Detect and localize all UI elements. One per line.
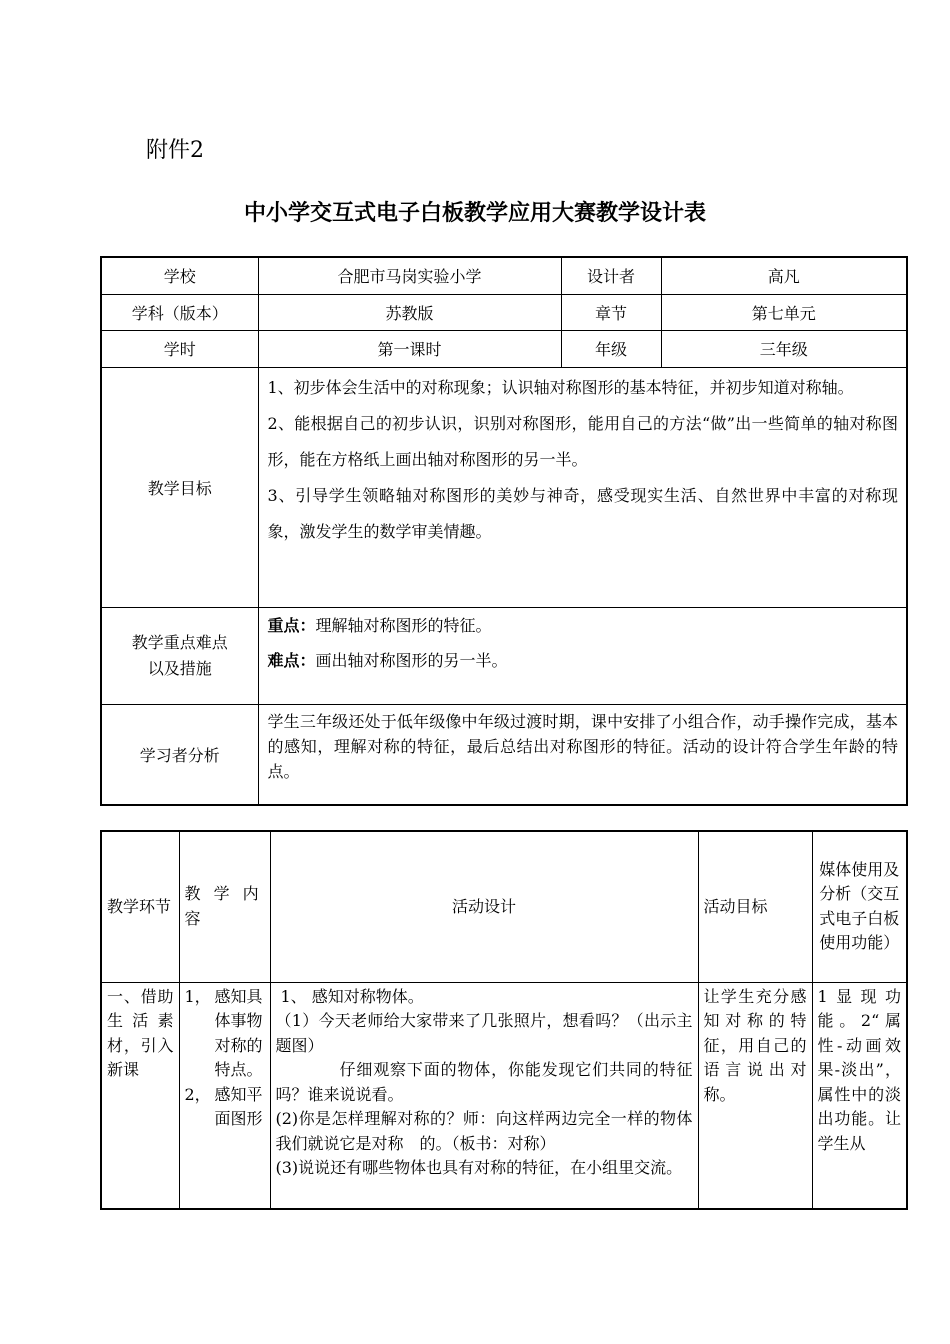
goal-item: 2、能根据自己的初步认识，识别对称图形，能用自己的方法“做”出一些简单的轴对称图形，能在方格纸上画出轴对称图形的另一半。 bbox=[267, 413, 898, 469]
page-title: 中小学交互式电子白板教学应用大赛教学设计表 bbox=[243, 201, 706, 226]
difficulty-label: 难点： bbox=[267, 650, 316, 670]
subject-label: 学科（版本） bbox=[101, 294, 258, 330]
period-label: 学时 bbox=[101, 330, 258, 367]
activity-cell bbox=[270, 982, 698, 1209]
content-item-number: 2， bbox=[184, 1084, 211, 1104]
period-value: 第一课时 bbox=[258, 330, 561, 367]
grade-value: 三年级 bbox=[661, 330, 907, 367]
goal-item: 1、初步体会生活中的对称现象；认识轴对称图形的基本特征，并初步知道对称轴。 bbox=[267, 377, 854, 397]
learner-text: 学生三年级还处于低年级像中年级过渡时期，课中安排了小组合作，动手操作完成，基本的感知，理解对称的特征，最后总结出对称图形的特征。活动的设计符合学生年龄的特点。 bbox=[258, 704, 907, 805]
grade-label: 年级 bbox=[561, 330, 661, 367]
header-media: 媒体使用及分析（交互式电子白板使用功能） bbox=[812, 831, 907, 982]
header-content: 教 学 内 容 bbox=[179, 831, 270, 982]
key-point bbox=[268, 608, 899, 643]
keypoints-label bbox=[101, 607, 258, 704]
header-activity: 活动设计 bbox=[270, 831, 698, 982]
header-stage: 教学环节 bbox=[101, 831, 179, 982]
content-item-text: 感知具体事物对称的特点。 bbox=[214, 986, 263, 1079]
chapter-label: 章节 bbox=[561, 294, 661, 330]
keypoints-label-line: 教学重点难点 bbox=[131, 632, 228, 652]
keypoints-cell bbox=[258, 607, 907, 704]
content-item-text: 感知平面图形 bbox=[214, 1084, 263, 1128]
activity-line: （1）今天老师给大家带来了几张照片，想看吗？（出示主题图） bbox=[275, 1011, 693, 1055]
info-table bbox=[100, 256, 908, 806]
difficulty-text: 画出轴对称图形的另一半。 bbox=[315, 650, 508, 670]
activity-line: 1、 感知对称物体。 bbox=[280, 986, 424, 1006]
goal-cell: 让学生充分感知对称的特征，用自己的语言说出对称。 bbox=[698, 982, 812, 1209]
key-label: 重点： bbox=[267, 615, 316, 635]
school-value: 合肥市马岗实验小学 bbox=[258, 257, 561, 294]
learner-label: 学习者分析 bbox=[101, 704, 258, 805]
difficulty-point bbox=[268, 643, 899, 678]
designer-value: 高凡 bbox=[661, 257, 907, 294]
activity-line: 仔细观察下面的物体，你能发现它们共同的特征吗？谁来说说看。 bbox=[275, 1060, 693, 1104]
content-item bbox=[185, 1083, 265, 1132]
attachment-label: 附件2 bbox=[146, 138, 204, 163]
activity-line: (2)你是怎样理解对称的？师：向这样两边完全一样的物体我们就说它是对称 的。（板书：对称） bbox=[275, 1109, 693, 1153]
designer-label: 设计者 bbox=[561, 257, 661, 294]
activity-line: (3)说说还有哪些物体也具有对称的特征，在小组里交流。 bbox=[275, 1158, 683, 1177]
subject-value: 苏教版 bbox=[258, 294, 561, 330]
goal-item: 3、引导学生领略轴对称图形的美妙与神奇，感受现实生活、自然世界中丰富的对称现象，激发学生的数学审美情趣。 bbox=[267, 485, 898, 541]
content-item bbox=[185, 985, 265, 1083]
process-table bbox=[100, 830, 908, 1210]
stage-cell: 一、借助生活素材，引入新课 bbox=[101, 982, 179, 1209]
media-cell: 1显现功能。2“属性-动画效果-淡出”，属性中的淡出功能。让学生从 bbox=[812, 982, 907, 1209]
chapter-value: 第七单元 bbox=[661, 294, 907, 330]
key-text: 理解轴对称图形的特征。 bbox=[315, 615, 492, 635]
goals-label: 教学目标 bbox=[101, 367, 258, 607]
goals-cell bbox=[258, 367, 907, 607]
school-label: 学校 bbox=[101, 257, 258, 294]
header-goal: 活动目标 bbox=[698, 831, 812, 982]
content-cell bbox=[179, 982, 270, 1209]
keypoints-label-line: 以及措施 bbox=[147, 658, 212, 678]
content-item-number: 1， bbox=[184, 986, 211, 1006]
